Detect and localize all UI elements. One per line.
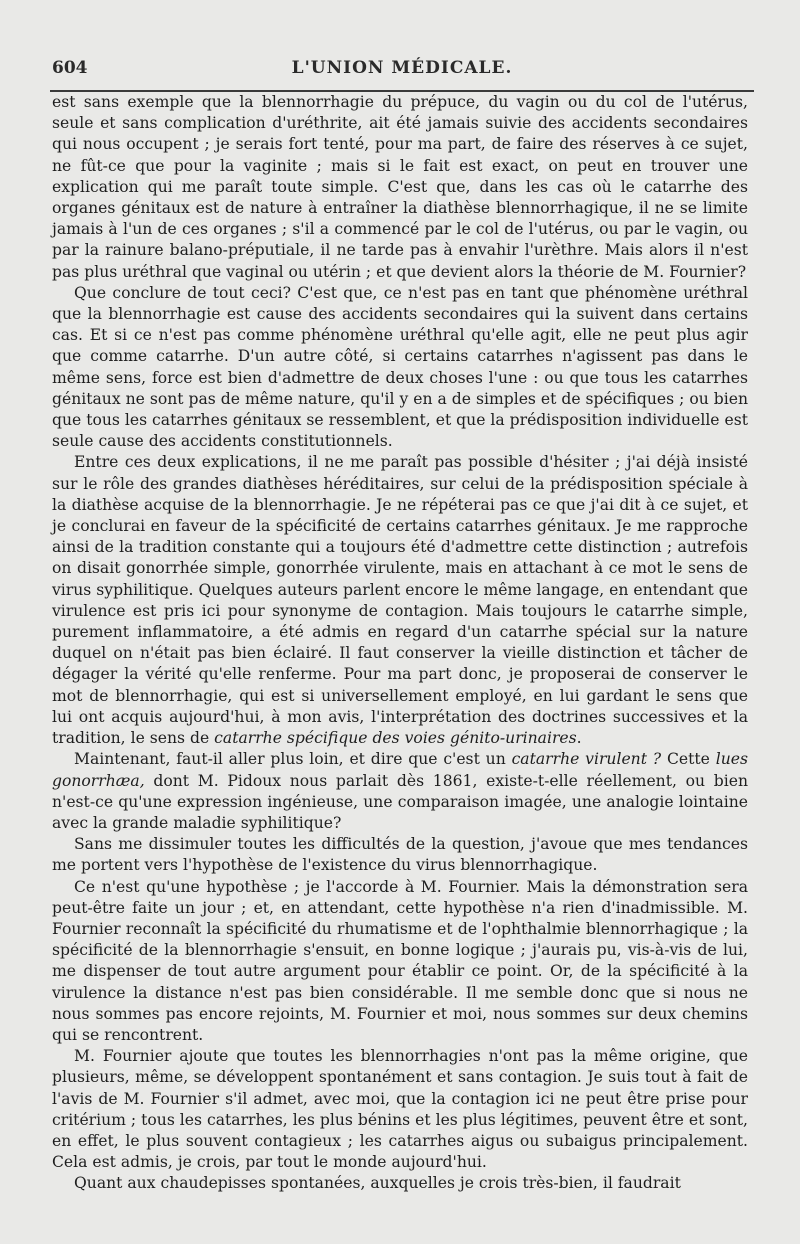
paragraph-text: dont M. Pidoux nous parlait dès 1861, existe-t-elle réellement, ou bien n'est-ce qu'une expression ingénieuse, une comparaison imagée, une analogie lointaine avec la grande maladie syphilitique? [52, 771, 748, 832]
paragraph-text: Entre ces deux explications, il ne me paraît pas possible d'hésiter ; j'ai déjà insisté sur le rôle des grandes diathèses héréditaires, sur celui de la prédisposition spéciale à la diathèse acquise de la blennorrhagie. Je ne répéterai pas ce que j'ai dit à ce sujet, et je conclurai en faveur de la spécificité de certains catarrhes génitaux. Je me rapproche ainsi de la tradition constante qui a toujours été d'admettre cette distinction ; autrefois on disait gonorrhée simple, gonorrhée virulente, mais en attachant à ce mot le sens de virus syphilitique. Quelques auteurs parlent encore le même langage, en entendant que virulence est pris ici pour synonyme de contagion. Mais toujours le catarrhe simple, purement inflammatoire, a été admis en regard d'un catarrhe spécial sur la nature duquel on n'était pas bien éclairé. Il faut conserver la vieille distinction et tâcher de dégager la vérité qu'elle renferme. Pour ma part donc, je proposerai de conserver le mot de blennorrhagie, qui est si universellement employé, en lui gardant le sens que lui ont acquis aujourd'hui, à mon avis, l'interprétation des doctrines successives et la tradition, le sens de [52, 453, 748, 748]
paragraph-text: Maintenant, faut-il aller plus loin, et dire que c'est un [74, 750, 512, 769]
paragraph: Ce n'est qu'une hypothèse ; je l'accorde à M. Fournier. Mais la démonstration sera peut-être faite un jour ; et, en attendant, cette hypothèse n'a rien d'inadmissible. M. Fournier reconnaît la spécificité du rhumatisme et de l'ophthalmie blennorrhagique ; la spécificité de la blennorrhagie s'ensuit, en bonne logique ; j'aurais pu, vis-à-vis de lui, me dispenser de tout autre argument pour établir ce point. Or, de la spécificité à la virulence la distance n'est pas bien considérable. Il me semble donc que si nous ne nous sommes pas encore rejoints, M. Fournier et moi, nous sommes sur deux chemins qui se rencontrent. [52, 877, 748, 1044]
article-body [52, 92, 748, 1195]
paragraph: Que conclure de tout ceci? C'est que, ce n'est pas en tant que phénomène uréthral que la blennorrhagie est cause des accidents secondaires qui la suivent dans certains cas. Et si ce n'est pas comme phénomène uréthral qu'elle agit, elle ne peut plus agir que comme catarrhe. D'un autre côté, si certains catarrhes n'agissent pas dans le même sens, force est bien d'admettre de deux choses l'une : ou que tous les catarrhes génitaux ne sont pas de même nature, qu'il y en a de simples et de spécifiques ; ou bien que tous les catarrhes génitaux se ressemblent, et que la prédisposition individuelle est seule cause des accidents constitutionnels. [52, 283, 748, 451]
page-header [48, 52, 756, 86]
paragraph: M. Fournier ajoute que toutes les blennorrhagies n'ont pas la même origine, que plusieurs, même, se développent spontanément et sans contagion. Je suis tout à fait de l'avis de M. Fournier s'il admet, avec moi, que la contagion ici ne peut être prise pour critérium ; tous les catarrhes, les plus bénins et les plus légitimes, peuvent être et sont, en effet, le plus souvent contagieux ; les catarrhes aigus ou subaigus principalement. Cela est admis, je crois, par tout le monde aujourd'hui. [52, 1047, 748, 1172]
paragraph-text: Cette [661, 750, 716, 769]
italic-phrase: catarrhe spécifique des voies génito-urinaires [214, 729, 577, 748]
paragraph [52, 749, 748, 834]
paragraph: Sans me dissimuler toutes les difficultés de la question, j'avoue que mes tendances me portent vers l'hypothèse de l'existence du virus blennorrhagique. [52, 835, 748, 875]
page-number: 604 [52, 58, 88, 78]
paragraph: Quant aux chaudepisses spontanées, auxquelles je crois très-bien, il faudrait [74, 1174, 681, 1193]
paragraph: est sans exemple que la blennorrhagie du prépuce, du vagin ou du col de l'utérus, seule et sans complication d'uréthrite, ait été jamais suivie des accidents secondaires qui nous occupent ; je serais fort tenté, pour ma part, de faire des réserves à ce sujet, ne fût-ce que pour la vaginite ; mais si le fait est exact, on peut en trouver une explication qui me paraît toute simple. C'est que, dans les cas où le catarrhe des organes génitaux est de nature à entraîner la diathèse blennorrhagique, il ne se limite jamais à l'un de ces organes ; s'il a commencé par le col de l'utérus, ou par le vagin, ou par la rainure balano-préputiale, il ne tarde pas à envahir l'urèthre. Mais alors il n'est pas plus uréthral que vaginal ou utérin ; et que devient alors la théorie de M. Fournier? [52, 93, 748, 281]
italic-phrase: catarrhe virulent ? [511, 750, 662, 769]
paragraph-text: . [576, 729, 582, 748]
running-title: L'UNION MÉDICALE. [291, 58, 513, 78]
paragraph [52, 452, 748, 749]
italic-phrase: lues gonorrhæa, [52, 750, 748, 790]
